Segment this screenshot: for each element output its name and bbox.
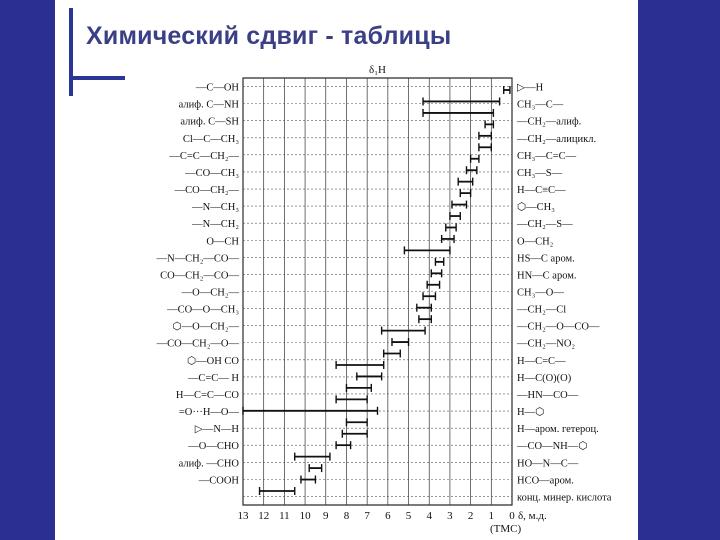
right-label: —CH₂—S— [517, 219, 573, 231]
left-label: —C=C— H [187, 372, 239, 384]
left-label: —CO—CH₂—O— [156, 338, 239, 350]
left-label: —O—CHO [188, 441, 239, 453]
left-label: —CO—CH₂— [174, 185, 239, 197]
x-tick-label: 2 [467, 510, 474, 522]
shift-range-bar [504, 86, 510, 94]
shift-range-bar [423, 109, 493, 117]
x-tick-label: 12 [258, 510, 270, 522]
left-label: —N—CH₃ [192, 202, 239, 214]
right-label: HCO—аром. [517, 475, 574, 487]
x-axis-sublabel: (TMC) [490, 523, 522, 535]
right-label: ⬡—CH₃ [517, 202, 555, 214]
shift-range-bar [342, 430, 367, 438]
right-label: —CH₂—алиф. [517, 116, 582, 128]
left-label: —CO—CH₃ [185, 167, 239, 179]
shift-range-bar [446, 223, 456, 231]
slide-title: Химический сдвиг - таблицы [86, 22, 452, 50]
shift-range-bar [404, 246, 450, 254]
right-label: HO—N—C— [517, 458, 579, 470]
x-tick-label: 9 [323, 510, 329, 522]
x-tick-label: 10 [299, 510, 311, 522]
left-label: ⬡—OH CO [186, 355, 239, 367]
shift-range-bar [301, 476, 315, 484]
x-tick-label: 8 [343, 510, 350, 522]
left-label: —O—CH₂— [181, 287, 239, 299]
left-label: —C—OH [195, 82, 239, 94]
x-tick-label: 3 [447, 510, 453, 522]
shift-range-bar [384, 350, 401, 358]
right-label: —CH₂—Cl [517, 304, 567, 316]
right-label: —CH₂—NO₂ [517, 338, 576, 350]
shift-range-bar [423, 97, 500, 105]
x-tick-label: 1 [488, 510, 495, 522]
left-label: —COOH [198, 475, 239, 487]
chart-row-lines [243, 87, 512, 497]
right-label: H—C≡C— [517, 185, 566, 197]
shift-range-bar [460, 189, 470, 197]
chart-x-axis [238, 510, 516, 522]
left-label: Cl—C—CH₃ [182, 133, 239, 145]
shift-range-bar [336, 395, 367, 403]
right-label: HS—C аром. [517, 253, 575, 265]
shift-range-bar [346, 384, 371, 392]
right-label: H—аром. гетероц. [517, 424, 599, 436]
left-label: ⬡—O—CH₂— [172, 321, 239, 333]
left-label: алиф. C—NH [178, 99, 239, 111]
left-label: ▷—N—H [194, 424, 239, 436]
shift-range-bar [452, 201, 466, 209]
shift-range-bar [309, 464, 321, 472]
shift-range-bar [431, 269, 441, 277]
right-label: O—CH₂ [517, 236, 554, 248]
right-label: CH₃—C=C— [517, 150, 577, 162]
right-label: CH₃—C— [517, 99, 564, 111]
left-label-column [156, 83, 240, 487]
left-label: H—C=C—CO [175, 389, 239, 401]
shift-range-bar [336, 441, 350, 449]
shift-range-bar [450, 212, 460, 220]
shift-range-bar [471, 155, 479, 163]
left-label: —N—CH₂—CO— [156, 253, 239, 265]
right-label: —CO—NH—⬡ [517, 441, 588, 453]
left-label: —N—CH₂ [192, 219, 239, 231]
x-tick-label: 4 [426, 510, 432, 522]
right-label: ▷—H [517, 82, 544, 94]
shift-range-bar [485, 120, 493, 128]
right-label: —CH₂—O—CO— [517, 321, 600, 333]
shift-range-bar [442, 235, 454, 243]
shift-range-bar [479, 132, 491, 140]
shift-range-bar [243, 407, 378, 415]
left-label: —C=C—CH₂— [169, 150, 239, 162]
right-label: CH₃—O— [517, 287, 564, 299]
x-tick-label: 6 [385, 510, 391, 522]
shift-range-bar [357, 372, 382, 380]
shift-range-bar [336, 361, 384, 369]
shift-range-bar [346, 418, 367, 426]
right-label: CH₃—S— [517, 167, 563, 179]
shift-range-bar [435, 258, 443, 266]
left-label: O—CH [206, 236, 239, 248]
right-label: H—C(O)(O) [517, 372, 572, 384]
left-label: —CO—O—CH₃ [167, 304, 239, 316]
chart-ranges [243, 86, 510, 495]
right-label: HN—C аром. [517, 270, 577, 282]
x-tick-label: 13 [237, 510, 249, 522]
x-tick-label: 0 [509, 510, 515, 522]
x-axis-label: δ, м.д. [518, 510, 547, 522]
right-label: H—C=C— [517, 355, 566, 367]
right-label: H—⬡ [517, 407, 545, 419]
shift-range-bar [260, 487, 295, 495]
x-tick-label: 5 [405, 510, 412, 522]
left-label: CO—CH₂—CO— [160, 270, 239, 282]
right-label: конц. минер. кислота [517, 492, 612, 504]
shift-range-bar [466, 166, 476, 174]
shift-range-bar [479, 143, 491, 151]
left-label: алиф. —CHO [178, 458, 239, 470]
x-tick-label: 11 [279, 510, 290, 522]
right-label: —HN—CO— [517, 389, 579, 401]
left-label: =O···H—O— [178, 407, 239, 419]
x-tick-label: 7 [364, 510, 370, 522]
right-label: —CH₂—алицикл. [517, 133, 597, 145]
left-label: алиф. C—SH [180, 116, 239, 128]
shift-range-bar [295, 453, 330, 461]
shift-range-bar [392, 338, 409, 346]
chart-top-label: δ₁H [369, 64, 386, 76]
right-label-column [516, 83, 612, 504]
